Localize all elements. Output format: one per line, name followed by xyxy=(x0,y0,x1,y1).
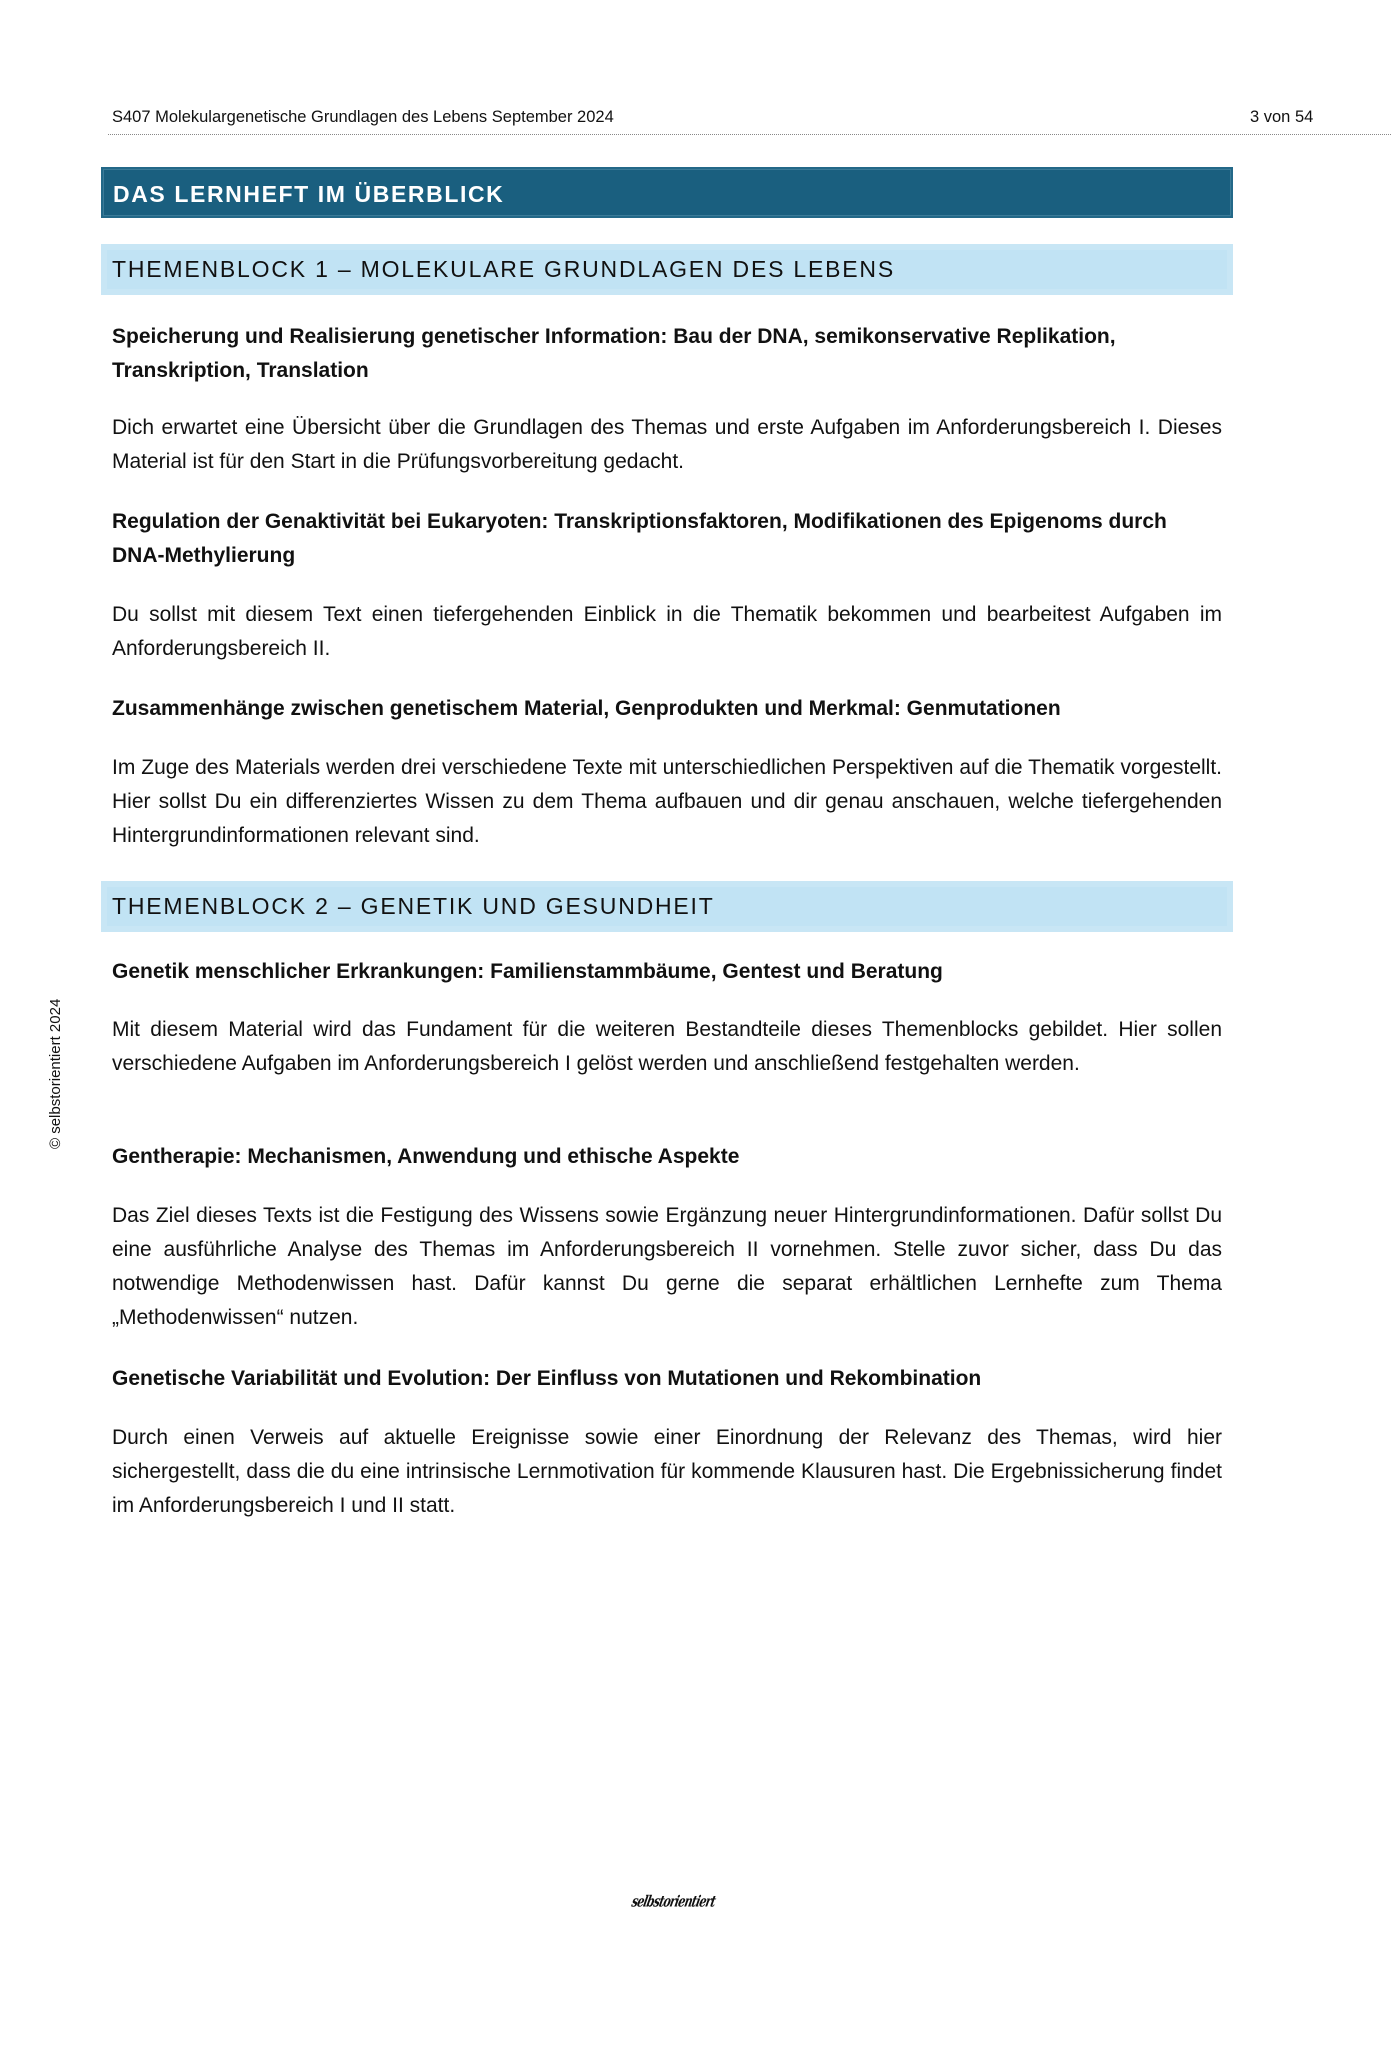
footer-logo xyxy=(630,1892,717,1916)
block2-item2-heading: Gentherapie: Mechanismen, Anwendung und ethische Aspekte xyxy=(112,1145,740,1168)
block2-item3-text: Durch einen Verweis auf aktuelle Ereignisse sowie einer Einordnung der Relevanz des Themas, wird hier sichergestellt, dass die du eine intrinsische Lernmotivation für kommende Klausuren hast. Die Ergebnissicherung findet im Anforderungsbereich I und II statt. xyxy=(112,1426,1222,1517)
themenblock-1-band xyxy=(101,244,1233,295)
block1-item3-heading: Zusammenhänge zwischen genetischem Material, Genprodukten und Merkmal: Genmutationen xyxy=(112,697,1061,720)
block1-item1-text: Dich erwartet eine Übersicht über die Grundlagen des Themas und erste Aufgaben im Anforderungsbereich I. Dieses Material ist für den Start in die Prüfungsvorbereitung gedacht. xyxy=(112,416,1222,473)
header-title: S407 Molekulargenetische Grundlagen des Lebens September 2024 xyxy=(112,108,614,126)
block2-item3-heading: Genetische Variabilität und Evolution: Der Einfluss von Mutationen und Rekombination xyxy=(112,1367,982,1390)
themenblock-2-band xyxy=(101,881,1233,932)
page-indicator: 3 von 54 xyxy=(1250,108,1314,126)
block2-item2-text: Das Ziel dieses Texts ist die Festigung des Wissens sowie Ergänzung neuer Hintergrundinformationen. Dafür sollst Du eine ausführliche Analyse des Themas im Anforderungsbereich II vornehmen. Stelle zuvor sicher, dass Du das notwendige Methodenwissen hast. Dafür kannst Du gerne die separat erhältlichen Lernhefte zum Thema „Methodenwissen“ nutzen. xyxy=(112,1204,1222,1329)
block2-item1-heading: Genetik menschlicher Erkrankungen: Familienstammbäume, Gentest und Beratung xyxy=(112,960,943,983)
block1-item2-text: Du sollst mit diesem Text einen tiefergehenden Einblick in die Thematik bekommen und bearbeitest Aufgaben im Anforderungsbereich II. xyxy=(112,603,1222,660)
themenblock-1-title: THEMENBLOCK 1 – MOLEKULARE GRUNDLAGEN DES LEBENS xyxy=(112,256,895,282)
themenblock-2-title: THEMENBLOCK 2 – GENETIK UND GESUNDHEIT xyxy=(112,893,715,919)
block1-item2-heading: Regulation der Genaktivität bei Eukaryoten: Transkriptionsfaktoren, Modifikationen des Epigenoms durch DNA-Methylierung xyxy=(112,510,1167,567)
block1-item1-heading: Speicherung und Realisierung genetischer Information: Bau der DNA, semikonservative Replikation, Transkription, Translation xyxy=(112,325,1116,382)
section-title: DAS LERNHEFT IM ÜBERBLICK xyxy=(113,181,505,207)
block1-item3-text: Im Zuge des Materials werden drei verschiedene Texte mit unterschiedlichen Perspektiven auf die Thematik vorgestellt. Hier sollst Du ein differenziertes Wissen zu dem Thema aufbauen und dir genau anschauen, welche tiefergehenden Hintergrundinformationen relevant sind. xyxy=(112,756,1222,847)
copyright-notice: © selbstorientiert 2024 xyxy=(47,998,64,1149)
footer-logo-text: selbstorientiert xyxy=(630,1892,717,1911)
block2-item1-text: Mit diesem Material wird das Fundament für die weiteren Bestandteile dieses Themenblocks gebildet. Hier sollen verschiedene Aufgaben im Anforderungsbereich I gelöst werden und anschließend festgehalten werden. xyxy=(112,1018,1222,1075)
section-title-band xyxy=(101,167,1233,218)
header-divider xyxy=(108,134,1391,135)
